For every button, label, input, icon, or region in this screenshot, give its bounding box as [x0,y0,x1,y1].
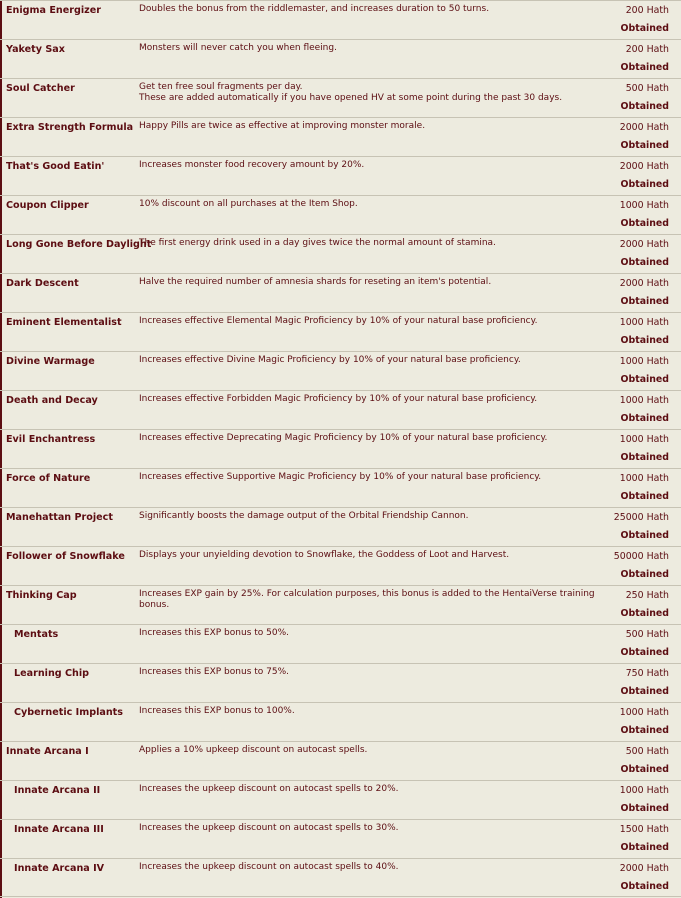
perk-status: Obtained [620,842,669,853]
perk-description: Increases the upkeep discount on autocast spells to 40%. [139,862,399,872]
perk-row[interactable] [0,468,681,508]
perk-price: 1000 Hath [619,473,669,484]
perk-status: Obtained [620,491,669,502]
perk-row[interactable] [0,819,681,859]
perk-name: Innate Arcana I [6,746,89,757]
perk-row[interactable] [0,663,681,703]
perk-price: 2000 Hath [619,863,669,874]
perk-price: 1500 Hath [619,824,669,835]
perk-name: Death and Decay [6,395,98,406]
perk-description: Increases the upkeep discount on autocast spells to 30%. [139,823,399,833]
perk-status: Obtained [620,569,669,580]
perk-price: 500 Hath [625,746,669,757]
perk-status: Obtained [620,764,669,775]
perk-status: Obtained [620,296,669,307]
perk-name: Extra Strength Formula [6,122,134,133]
perk-status: Obtained [620,608,669,619]
perk-price: 1000 Hath [619,356,669,367]
perk-name: Cybernetic Implants [14,707,123,718]
perk-description: Increases effective Deprecating Magic Proficiency by 10% of your natural base proficiency. [139,433,548,443]
perk-description: Increases effective Divine Magic Proficiency by 10% of your natural base proficiency. [139,355,521,365]
perk-name: Manehattan Project [6,512,113,523]
perk-description: Increases effective Forbidden Magic Proficiency by 10% of your natural base proficiency. [139,394,538,404]
perk-description: Increases effective Supportive Magic Proficiency by 10% of your natural base proficiency. [139,472,542,482]
perk-status: Obtained [620,179,669,190]
perk-price: 200 Hath [625,5,669,16]
perk-price: 200 Hath [625,44,669,55]
perk-description: Increases this EXP bonus to 75%. [139,667,289,677]
perk-price: 2000 Hath [619,278,669,289]
perk-price: 25000 Hath [613,512,669,523]
perk-row[interactable] [0,78,681,118]
perk-row[interactable] [0,234,681,274]
perk-price: 1000 Hath [619,707,669,718]
perk-status: Obtained [620,62,669,73]
perk-description: Increases this EXP bonus to 50%. [139,628,289,638]
perk-row[interactable] [0,858,681,898]
perk-description: Displays your unyielding devotion to Snowflake, the Goddess of Loot and Harvest. [139,550,510,560]
perk-status: Obtained [620,725,669,736]
perk-row[interactable] [0,702,681,742]
perk-row[interactable] [0,507,681,547]
perk-description: Applies a 10% upkeep discount on autocast spells. [139,745,368,755]
perk-price: 1000 Hath [619,317,669,328]
perk-name: Evil Enchantress [6,434,96,445]
perk-price: 2000 Hath [619,239,669,250]
perk-description: Increases effective Elemental Magic Proficiency by 10% of your natural base proficiency. [139,316,538,326]
perk-name: Innate Arcana II [14,785,101,796]
perk-name: Force of Nature [6,473,91,484]
perk-status: Obtained [620,218,669,229]
perk-name: Long Gone Before Daylight [6,239,152,250]
perk-status: Obtained [620,413,669,424]
perk-description: Increases this EXP bonus to 100%. [139,706,295,716]
perk-row[interactable] [0,546,681,586]
perk-status: Obtained [620,452,669,463]
perk-description: Significantly boosts the damage output of the Orbital Friendship Cannon. [139,511,469,521]
perk-price: 2000 Hath [619,122,669,133]
perk-name: That's Good Eatin' [6,161,105,172]
perk-price: 1000 Hath [619,785,669,796]
perk-price: 500 Hath [625,83,669,94]
perk-name: Coupon Clipper [6,200,89,211]
perk-description: Monsters will never catch you when fleeing. [139,43,337,53]
perk-status: Obtained [620,23,669,34]
perk-row[interactable] [0,429,681,469]
perk-price: 250 Hath [625,590,669,601]
perk-status: Obtained [620,647,669,658]
perk-row[interactable] [0,39,681,79]
perk-description: 10% discount on all purchases at the Item Shop. [139,199,358,209]
perk-name: Enigma Energizer [6,5,101,16]
perk-name: Thinking Cap [6,590,77,601]
perk-price: 1000 Hath [619,434,669,445]
perk-status: Obtained [620,101,669,112]
perk-description: Happy Pills are twice as effective at improving monster morale. [139,121,426,131]
perk-price: 50000 Hath [613,551,669,562]
perk-row[interactable] [0,117,681,157]
perk-name: Learning Chip [14,668,90,679]
perk-description: Increases monster food recovery amount by 20%. [139,160,365,170]
perk-price: 500 Hath [625,629,669,640]
perk-name: Divine Warmage [6,356,95,367]
perk-name: Follower of Snowflake [6,551,125,562]
perk-name: Mentats [14,629,59,640]
perk-description: The first energy drink used in a day gives twice the normal amount of stamina. [139,238,496,248]
perk-row[interactable] [0,390,681,430]
perk-row[interactable] [0,624,681,664]
perk-price: 1000 Hath [619,395,669,406]
perk-row[interactable] [0,195,681,235]
perk-row[interactable] [0,156,681,196]
perk-row[interactable] [0,0,681,40]
perk-price: 1000 Hath [619,200,669,211]
perk-description: Get ten free soul fragments per day. These are added automatically if you have opened HV at some point during the past 30 days. [139,82,563,103]
perk-name: Soul Catcher [6,83,75,94]
perk-name: Dark Descent [6,278,79,289]
perk-status: Obtained [620,686,669,697]
perk-status: Obtained [620,881,669,892]
perk-row[interactable] [0,741,681,781]
perk-name: Innate Arcana IV [14,863,105,874]
perk-name: Yakety Sax [6,44,65,55]
perk-name: Eminent Elementalist [6,317,122,328]
perk-description: Doubles the bonus from the riddlemaster, and increases duration to 50 turns. [139,4,490,14]
perk-row[interactable] [0,273,681,313]
perk-name: Innate Arcana III [14,824,104,835]
perk-status: Obtained [620,257,669,268]
perk-price: 750 Hath [625,668,669,679]
perk-status: Obtained [620,140,669,151]
perk-row[interactable] [0,585,681,625]
perk-status: Obtained [620,530,669,541]
perk-status: Obtained [620,374,669,385]
perk-row[interactable] [0,351,681,391]
perk-price: 2000 Hath [619,161,669,172]
perk-row[interactable] [0,312,681,352]
perk-row[interactable] [0,780,681,820]
perk-description: Increases EXP gain by 25%. For calculation purposes, this bonus is added to the HentaiVerse training bonus. [139,589,595,610]
perk-description: Increases the upkeep discount on autocast spells to 20%. [139,784,399,794]
perk-description: Halve the required number of amnesia shards for reseting an item's potential. [139,277,492,287]
perk-status: Obtained [620,803,669,814]
perk-status: Obtained [620,335,669,346]
